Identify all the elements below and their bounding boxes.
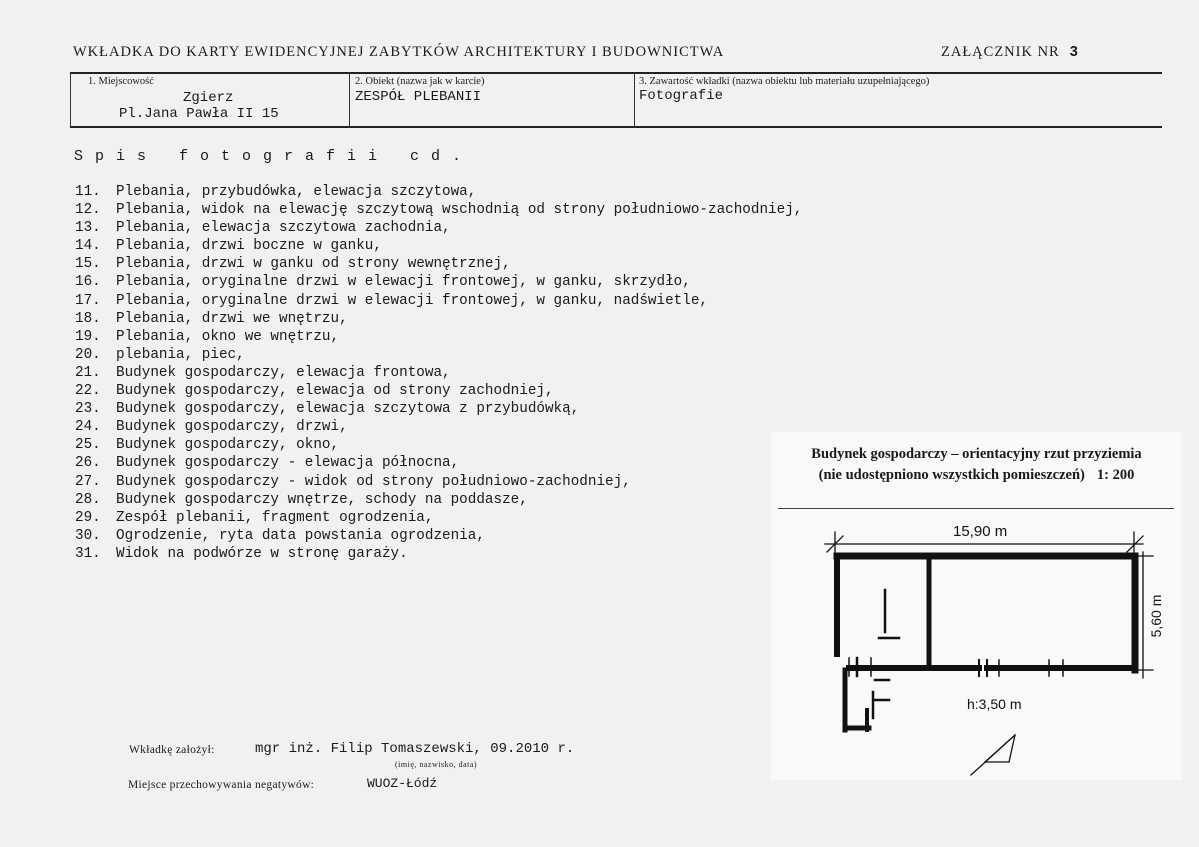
list-item (75, 382, 802, 400)
annex-info (941, 44, 1079, 61)
list-item-number: 31. (75, 545, 101, 562)
list-item (75, 237, 802, 255)
list-item (75, 491, 802, 509)
list-item (75, 273, 802, 291)
list-item-number: 30. (75, 527, 101, 544)
list-item-number: 28. (75, 491, 101, 508)
list-item-text: Zespół plebanii, fragment ogrodzenia, (116, 509, 434, 526)
list-item-number: 13. (75, 220, 101, 237)
list-item-number: 20. (75, 346, 101, 363)
list-item-number: 21. (75, 364, 101, 381)
list-item (75, 400, 802, 418)
list-item (75, 418, 802, 436)
page-title: WKŁADKA DO KARTY EWIDENCYJNEJ ZABYTKÓW ARCHITEKTURY I BUDOWNICTWA (73, 44, 725, 60)
list-item (75, 346, 802, 364)
list-item-text: Widok na podwórze w stronę garaży. (116, 545, 408, 562)
list-item-text: Budynek gospodarczy wnętrze, schody na poddasze, (116, 491, 528, 508)
created-by-value: mgr inż. Filip Tomaszewski, 09.2010 r. (255, 741, 575, 757)
floor-plan-title-line2: (nie udostępniono wszystkich pomieszczeń) (818, 467, 1085, 483)
list-item (75, 473, 802, 491)
table-left-border (70, 73, 71, 127)
table-bottom-rule (70, 126, 1162, 128)
list-item-text: Plebania, przybudówka, elewacja szczytowa, (116, 184, 477, 200)
list-item-text: Plebania, drzwi w ganku od strony wewnętrznej, (116, 256, 511, 273)
list-item-text: Plebania, widok na elewację szczytową wschodnią od strony południowo-zachodniej, (116, 202, 803, 219)
list-item-number: 29. (75, 509, 101, 526)
floor-plan-scale: 1: 200 (1096, 467, 1135, 483)
locality-label: 1. Miejscowość (88, 76, 154, 87)
list-item-number: 25. (75, 437, 101, 454)
list-item-number: 26. (75, 455, 101, 472)
plan-width-label: 15,90 m (953, 523, 1008, 540)
created-by-label: Wkładkę założył: (129, 744, 215, 756)
floor-plan-title-line1: Budynek gospodarczy – orientacyjny rzut przyziemia (811, 446, 1142, 462)
list-item-text: Budynek gospodarczy - elewacja północna, (116, 455, 460, 472)
created-by-hint: (imię, nazwisko, data) (395, 760, 478, 769)
list-item (75, 255, 802, 273)
list-item (75, 509, 802, 527)
content-label: 3. Zawartość wkładki (nazwa obiektu lub materiału uzupełniającego) (639, 76, 930, 87)
list-item (75, 436, 802, 454)
photo-list-heading: Spis fotografii cd. (74, 148, 474, 165)
list-item (75, 545, 802, 563)
list-item-number: 12. (75, 202, 101, 219)
list-item (75, 527, 802, 545)
list-item-text: Ogrodzenie, ryta data powstania ogrodzenia, (116, 527, 485, 544)
list-item (75, 310, 802, 328)
plan-depth-label: 5,60 m (1148, 594, 1164, 638)
table-divider-1 (349, 73, 350, 127)
list-item-number: 23. (75, 401, 101, 418)
plan-title-rule (778, 508, 1174, 509)
list-item (75, 328, 802, 346)
list-item-text: Budynek gospodarczy, elewacja od strony zachodniej, (116, 383, 554, 400)
list-item-number: 18. (75, 310, 101, 327)
list-item (75, 201, 802, 219)
table-top-rule (70, 72, 1162, 74)
object-label: 2. Obiekt (nazwa jak w karcie) (355, 76, 485, 87)
list-item-text: Plebania, oryginalne drzwi w elewacji frontowej, w ganku, nadświetle, (116, 292, 708, 309)
list-item (75, 454, 802, 472)
list-item-text: Budynek gospodarczy, okno, (116, 437, 340, 454)
list-item-number: 16. (75, 274, 101, 291)
plan-height-label: h:3,50 m (967, 696, 1022, 712)
list-item-number: 19. (75, 328, 101, 345)
list-item-number: 17. (75, 292, 101, 309)
list-item-text: Plebania, drzwi we wnętrzu, (116, 310, 348, 327)
locality-address: Pl.Jana Pawła II 15 (119, 106, 279, 122)
photo-list (75, 183, 802, 563)
list-item-number: 24. (75, 419, 101, 436)
floor-plan-drawing (771, 510, 1191, 790)
list-item-text: Budynek gospodarczy - widok od strony południowo-zachodniej, (116, 473, 631, 490)
list-item-text: Plebania, drzwi boczne w ganku, (116, 238, 382, 255)
list-item-text: Budynek gospodarczy, drzwi, (116, 419, 348, 436)
list-item-text: Plebania, oryginalne drzwi w elewacji frontowej, w ganku, skrzydło, (116, 274, 691, 291)
list-item-number: 15. (75, 256, 101, 273)
list-item-text: plebania, piec, (116, 346, 245, 363)
locality-city: Zgierz (183, 90, 234, 106)
negatives-storage-value: WUOZ-Łódź (367, 776, 438, 791)
list-item-number: 27. (75, 473, 101, 490)
list-item (75, 364, 802, 382)
negatives-storage-label: Miejsce przechowywania negatywów: (128, 779, 315, 791)
list-item-text: Plebania, okno we wnętrzu, (116, 328, 340, 345)
annex-number: 3 (1069, 44, 1079, 60)
list-item (75, 292, 802, 310)
list-item-number: 11. (75, 184, 101, 200)
list-item-number: 14. (75, 238, 101, 255)
floor-plan-title (771, 444, 1182, 486)
list-item-number: 22. (75, 383, 101, 400)
object-value: ZESPÓŁ PLEBANII (355, 89, 482, 105)
list-item (75, 183, 802, 201)
content-value: Fotografie (639, 88, 724, 104)
list-item (75, 219, 802, 237)
table-divider-2 (634, 73, 635, 127)
list-item-text: Budynek gospodarczy, elewacja szczytowa z przybudówką, (116, 401, 580, 418)
list-item-text: Budynek gospodarczy, elewacja frontowa, (116, 364, 451, 381)
annex-label: ZAŁĄCZNIK NR (941, 44, 1060, 60)
list-item-text: Plebania, elewacja szczytowa zachodnia, (116, 220, 451, 237)
